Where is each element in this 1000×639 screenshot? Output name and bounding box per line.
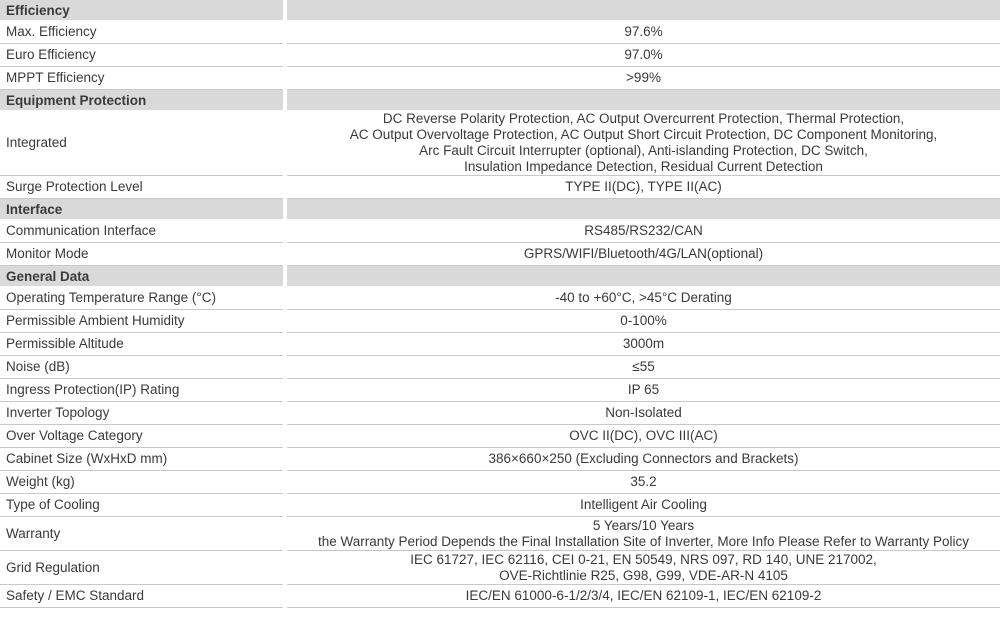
row-value: Non-Isolated: [287, 402, 1000, 425]
table-row: [0, 425, 1000, 448]
row-label: Noise (dB): [0, 356, 283, 379]
row-value: IEC/EN 61000-6-1/2/3/4, IEC/EN 62109-1, IEC/EN 62109-2: [287, 585, 1000, 608]
row-label: Max. Efficiency: [0, 21, 283, 44]
table-row: [0, 517, 1000, 551]
section-header-efficiency: [0, 0, 1000, 21]
row-value: TYPE II(DC), TYPE II(AC): [287, 176, 1000, 199]
row-value: OVC II(DC), OVC III(AC): [287, 425, 1000, 448]
row-value: 3000m: [287, 333, 1000, 356]
table-row: [0, 585, 1000, 608]
row-label: Permissible Altitude: [0, 333, 283, 356]
section-title: Efficiency: [0, 0, 283, 21]
table-row: [0, 220, 1000, 243]
row-label: Euro Efficiency: [0, 44, 283, 67]
row-label: Weight (kg): [0, 471, 283, 494]
row-value: Intelligent Air Cooling: [287, 494, 1000, 517]
table-row: [0, 494, 1000, 517]
row-value: IEC 61727, IEC 62116, CEI 0-21, EN 50549, NRS 097, RD 140, UNE 217002, OVE-Richtlinie R25, G98, G99, VDE-AR-N 4105: [287, 551, 1000, 585]
row-label: Ingress Protection(IP) Rating: [0, 379, 283, 402]
section-title: Equipment Protection: [0, 90, 283, 111]
row-label: Integrated: [0, 111, 283, 176]
row-value: 97.0%: [287, 44, 1000, 67]
row-value: RS485/RS232/CAN: [287, 220, 1000, 243]
table-row: [0, 21, 1000, 44]
table-row: [0, 176, 1000, 199]
row-label: Permissible Ambient Humidity: [0, 310, 283, 333]
table-row: [0, 333, 1000, 356]
section-header-interface: [0, 199, 1000, 220]
row-label: Warranty: [0, 517, 283, 551]
row-label: Inverter Topology: [0, 402, 283, 425]
row-label: MPPT Efficiency: [0, 67, 283, 90]
row-label: Cabinet Size (WxHxD mm): [0, 448, 283, 471]
row-value: 35.2: [287, 471, 1000, 494]
row-value: 5 Years/10 Years the Warranty Period Depends the Final Installation Site of Inverter, More Info Please Refer to Warranty Policy: [287, 517, 1000, 551]
table-row: [0, 67, 1000, 90]
row-value: 0-100%: [287, 310, 1000, 333]
row-value: ≤55: [287, 356, 1000, 379]
table-row: [0, 356, 1000, 379]
table-row: [0, 402, 1000, 425]
row-value: 97.6%: [287, 21, 1000, 44]
section-header-equipment-protection: [0, 90, 1000, 111]
row-label: Monitor Mode: [0, 243, 283, 266]
row-label: Safety / EMC Standard: [0, 585, 283, 608]
row-value: -40 to +60°C, >45°C Derating: [287, 287, 1000, 310]
row-label: Over Voltage Category: [0, 425, 283, 448]
section-title: General Data: [0, 266, 283, 287]
row-label: Surge Protection Level: [0, 176, 283, 199]
row-label: Grid Regulation: [0, 551, 283, 585]
row-label: Operating Temperature Range (°C): [0, 287, 283, 310]
row-value: >99%: [287, 67, 1000, 90]
row-label: Communication Interface: [0, 220, 283, 243]
section-header-general-data: [0, 266, 1000, 287]
table-row: [0, 551, 1000, 585]
table-row: [0, 379, 1000, 402]
table-row: [0, 44, 1000, 67]
section-title: Interface: [0, 199, 283, 220]
row-label: Type of Cooling: [0, 494, 283, 517]
table-row: [0, 448, 1000, 471]
row-value: 386×660×250 (Excluding Connectors and Brackets): [287, 448, 1000, 471]
table-row: [0, 310, 1000, 333]
table-row: [0, 471, 1000, 494]
table-row: [0, 287, 1000, 310]
row-value: IP 65: [287, 379, 1000, 402]
table-row: [0, 243, 1000, 266]
table-row: [0, 111, 1000, 176]
row-value: DC Reverse Polarity Protection, AC Output Overcurrent Protection, Thermal Protection, AC Output Overvoltage Protection, AC Output Short Circuit Protection, DC Component Monitoring, Arc Fault Circuit Interrupter (optional), Anti-islanding Protection, DC Switch, Insulation Impedance Detection, Residual Current Detection: [287, 111, 1000, 176]
row-value: GPRS/WIFI/Bluetooth/4G/LAN(optional): [287, 243, 1000, 266]
